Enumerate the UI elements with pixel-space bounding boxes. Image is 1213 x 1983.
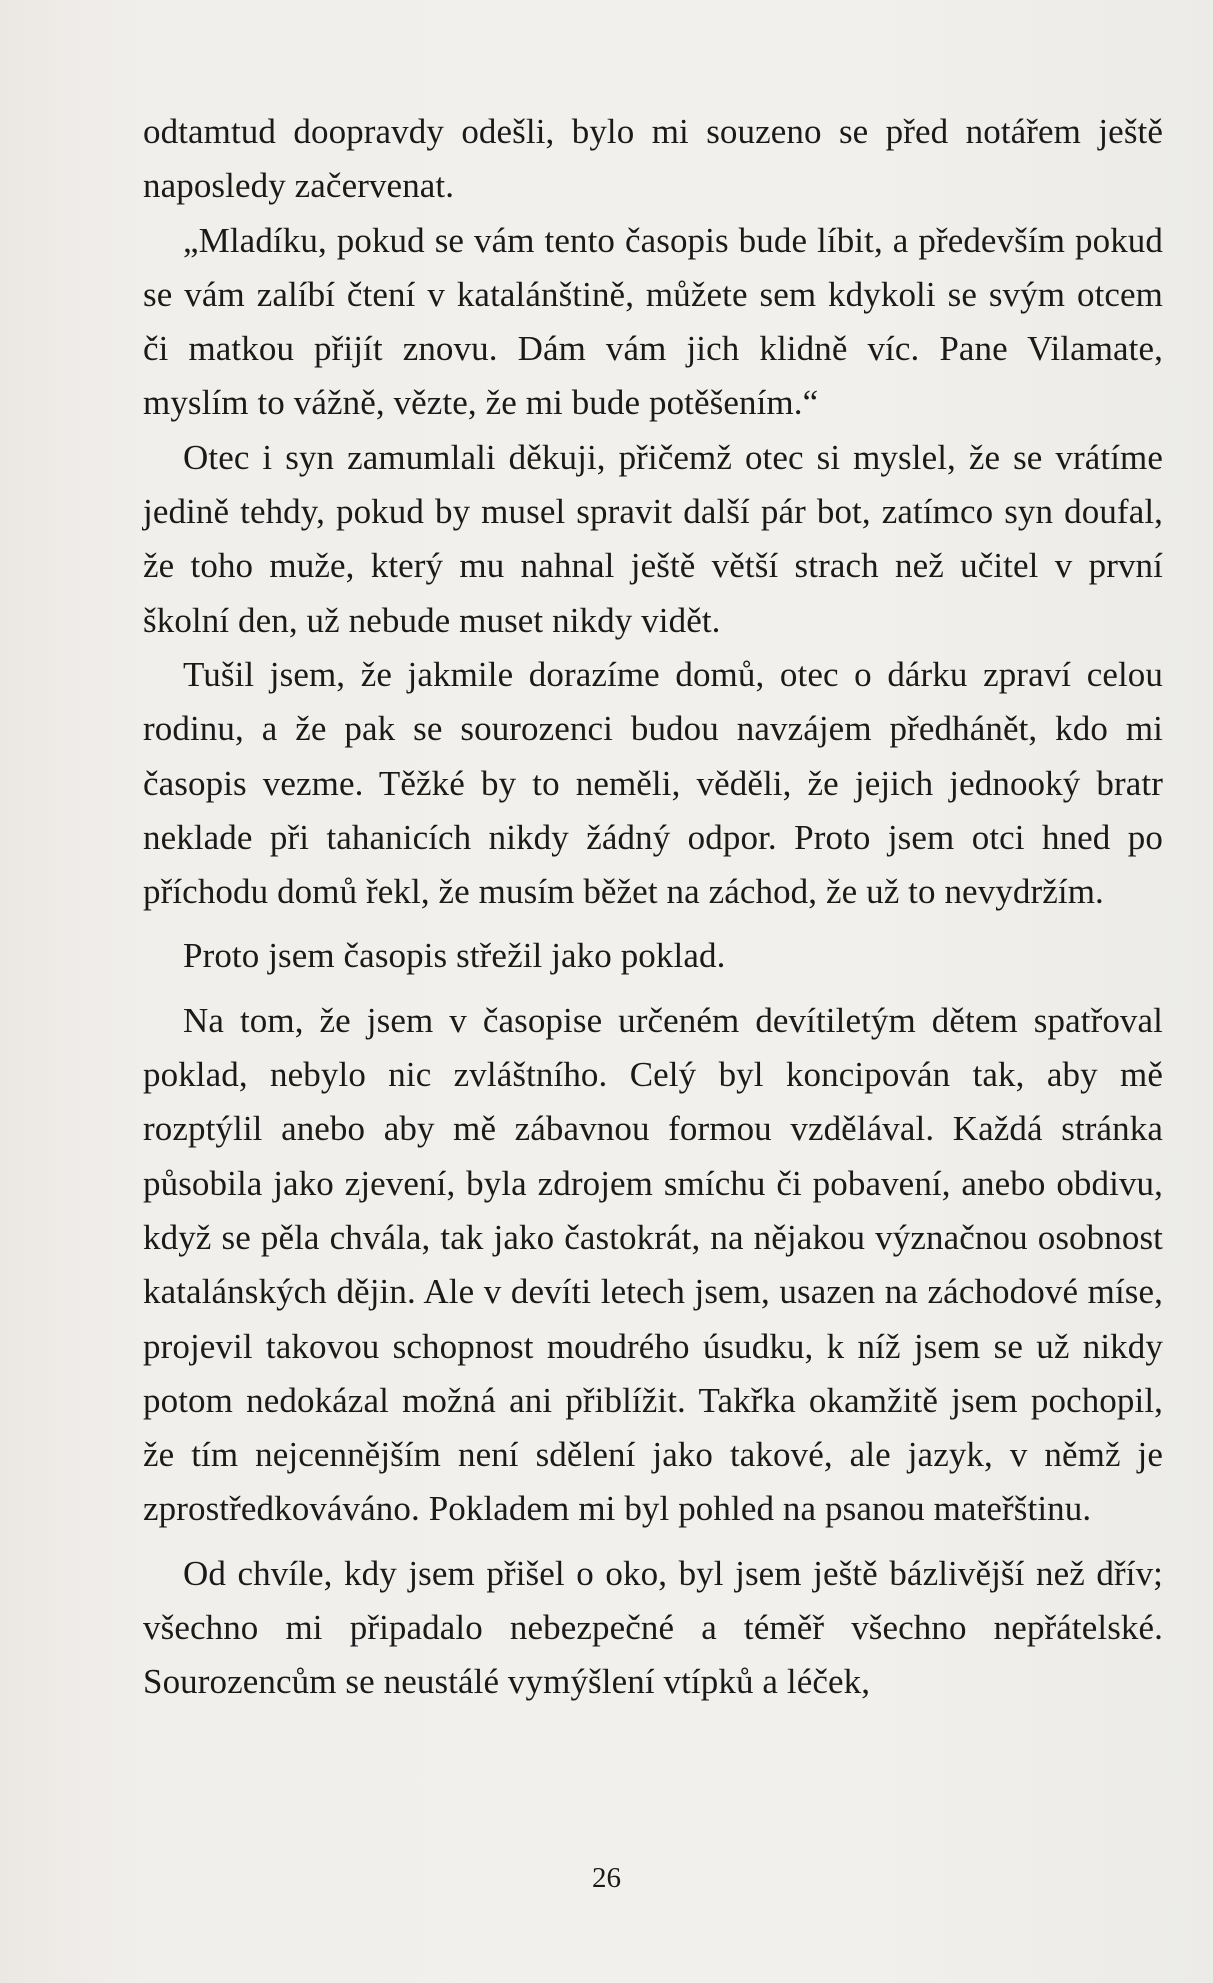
paragraph-1: odtamtud doopravdy odešli, bylo mi souzeno se před notářem ještě naposledy začervenat. xyxy=(143,112,1163,206)
paragraph-2: „Mladíku, pokud se vám tento časopis bude líbit, a především pokud se vám zalíbí čtení v katalánštině, můžete sem kdykoli se svým otcem či matkou přijít znovu. Dám vám jich klidně víc. Pane Vilamate, myslím to vážně, vězte, že mi bude potěšením.“ xyxy=(143,220,1163,423)
paragraph-6: Na tom, že jsem v časopise určeném devítiletým dětem spatřoval poklad, nebylo nic zvláštního. Celý byl koncipován tak, aby mě rozptýlil anebo aby mě zábavnou formou vzdělával. Každá stránka působila jako zjevení, byla zdrojem smíchu či pobavení, anebo obdivu, když se pěla chvála, tak jako častokrát, na nějakou význačnou osobnost katalánských dějin. Ale v devíti letech jsem, usazen na záchodové míse, projevil takovou schopnost moudrého úsudku, k níž jsem se už nikdy potom nedokázal možná ani přiblížit. Takřka okamžitě jsem pochopil, že tím nejcennějším není sdělení jako takové, ale jazyk, v němž je zprostředkováváno. Pokladem mi byl pohled na psanou mateřštinu. xyxy=(143,1000,1163,1529)
paragraph-7: Od chvíle, kdy jsem přišel o oko, byl jsem ještě bázlivější než dřív; všechno mi připadalo nebezpečné a téměř všechno nepřátelské. Sourozencům se neustálé vymýšlení vtípků a léček, xyxy=(143,1553,1163,1702)
body-text xyxy=(143,105,1163,1710)
page-number: 26 xyxy=(592,1862,621,1894)
paragraph-4: Tušil jsem, že jakmile dorazíme domů, otec o dárku zpraví celou rodinu, a že pak se sourozenci budou navzájem předhánět, kdo mi časopis vezme. Těžké by to neměli, věděli, že jejich jednooký bratr neklade při tahanicích nikdy žádný odpor. Proto jsem otci hned po příchodu domů řekl, že musím běžet na záchod, že už to nevydržím. xyxy=(143,654,1163,912)
paragraph-3: Otec i syn zamumlali děkuji, přičemž otec si myslel, že se vrátíme jedině tehdy, pokud by musel spravit další pár bot, zatímco syn doufal, že toho muže, který mu nahnal ještě větší strach než učitel v první školní den, už nebude muset nikdy vidět. xyxy=(143,437,1163,640)
paragraph-5: Proto jsem časopis střežil jako poklad. xyxy=(183,936,726,976)
